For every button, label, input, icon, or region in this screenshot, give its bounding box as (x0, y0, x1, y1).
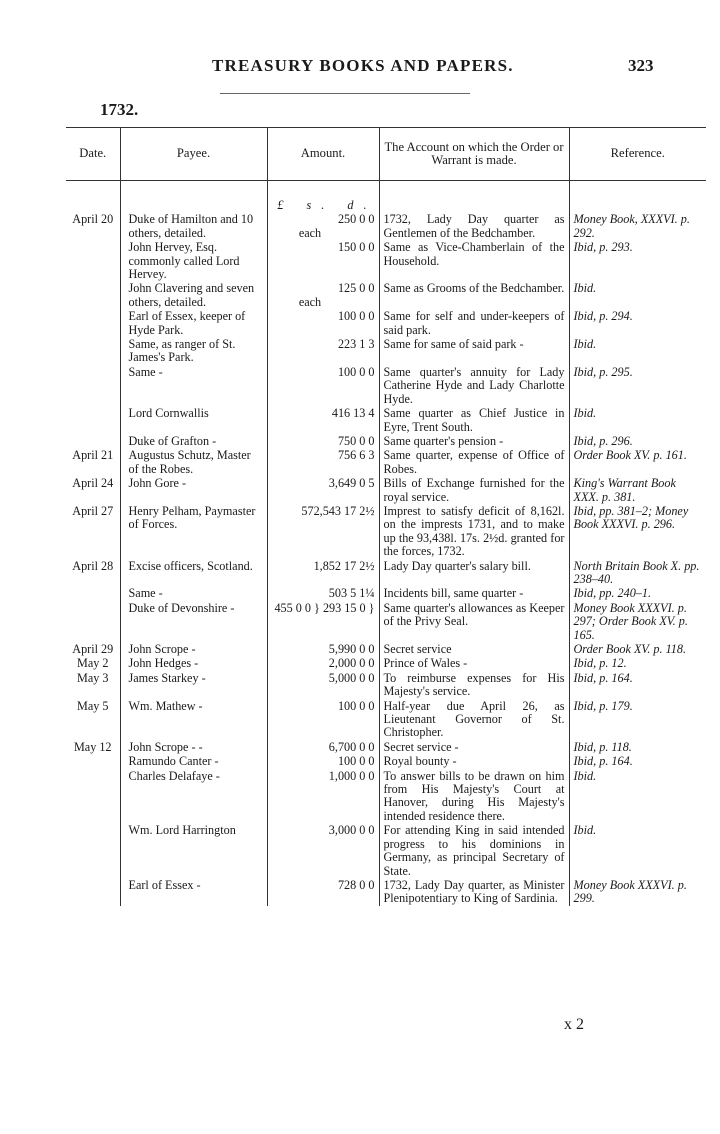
row-reference-text: Ibid, p. 118. (573, 739, 632, 754)
page-number: 323 (628, 56, 654, 75)
row-amount-text: 100 0 0 (337, 698, 375, 713)
row-amount (267, 309, 379, 337)
row-reference (569, 406, 706, 434)
row-date (66, 309, 120, 337)
currency-units: £ s. d. (267, 181, 379, 213)
row-account-text: Royal bounty - (383, 754, 457, 769)
row-payee (120, 240, 267, 281)
row-reference (569, 769, 706, 824)
table-row (66, 699, 706, 740)
row-reference-text: Order Book XV. p. 161. (573, 448, 687, 463)
column-header-payee: Payee. (120, 128, 267, 181)
row-amount (267, 240, 379, 281)
row-payee-text: Excise officers, Scotland. (128, 558, 253, 573)
row-amount (267, 878, 379, 906)
row-payee (120, 740, 267, 754)
row-payee-text: Wm. Lord Harrington (128, 823, 236, 838)
row-reference-text: Ibid, p. 294. (573, 309, 633, 324)
row-amount (267, 212, 379, 240)
row-reference (569, 504, 706, 559)
table-row (66, 281, 706, 309)
row-account (379, 586, 569, 600)
row-amount-text: 3,000 0 0 (328, 823, 375, 838)
row-reference (569, 586, 706, 600)
row-account (379, 406, 569, 434)
row-payee-text: James Starkey - (128, 670, 206, 685)
row-account-text: Bills of Exchange furnished for the royal service. (383, 476, 565, 504)
row-account-text: 1732, Lady Day quarter as Gentlemen of the Bedchamber. (383, 212, 565, 240)
row-account (379, 448, 569, 476)
row-account (379, 504, 569, 559)
table-row (66, 656, 706, 670)
row-account-text: 1732, Lady Day quarter, as Minister Plenipotentiary to King of Sardinia. (383, 877, 565, 906)
row-account-text: For attending King in said intended progress to his dominions in Germany, as principal Secretary of State. (383, 823, 565, 878)
row-reference-text: Ibid. (573, 406, 597, 421)
table-row (66, 309, 706, 337)
row-account-text: Prince of Wales - (383, 656, 468, 671)
column-header-amount: Amount. (267, 128, 379, 181)
row-date (66, 671, 120, 699)
row-date (66, 823, 120, 878)
row-date (66, 656, 120, 670)
row-amount-text: 572,543 17 2½ (301, 503, 375, 518)
row-payee (120, 699, 267, 740)
row-reference-text: King's Warrant Book XXX. p. 381. (573, 476, 676, 504)
amount-note: each (298, 225, 322, 240)
row-reference-text: Money Book XXXVI. p. 299. (573, 877, 687, 906)
row-amount-text: 2,000 0 0 (328, 656, 375, 671)
row-date (66, 601, 120, 642)
row-amount (267, 365, 379, 406)
row-reference-text: Ibid, p. 164. (573, 670, 633, 685)
row-reference-text: Ibid, pp. 240–1. (573, 586, 652, 601)
row-date-text: April 21 (72, 448, 114, 463)
row-date (66, 337, 120, 365)
row-amount-text: 250 0 0 (337, 212, 375, 227)
row-reference (569, 754, 706, 768)
row-date (66, 642, 120, 656)
row-reference (569, 365, 706, 406)
row-amount-text: 3,649 0 5 (328, 476, 375, 491)
row-payee-text: John Hervey, Esq. commonly called Lord Hervey. (128, 240, 240, 282)
row-payee-text: John Scrope - - (128, 739, 203, 754)
row-date-text: April 27 (72, 503, 114, 518)
row-date (66, 448, 120, 476)
row-reference (569, 434, 706, 448)
row-reference (569, 240, 706, 281)
row-amount-text: 150 0 0 (337, 240, 375, 255)
table-row (66, 586, 706, 600)
row-payee-text: Augustus Schutz, Master of the Robes. (128, 448, 251, 476)
row-date (66, 559, 120, 587)
row-account (379, 754, 569, 768)
row-reference (569, 337, 706, 365)
row-account-text: To answer bills to be drawn on him from His Majesty's Court at Hanover, during His Majesty's intended residence there. (383, 768, 565, 823)
row-amount (267, 406, 379, 434)
row-payee-text: John Gore - (128, 476, 187, 491)
table-row (66, 769, 706, 824)
row-date (66, 740, 120, 754)
amount-note: each (298, 294, 322, 309)
row-amount (267, 656, 379, 670)
row-date (66, 769, 120, 824)
row-amount (267, 671, 379, 699)
row-payee (120, 337, 267, 365)
row-payee-text: Same, as ranger of St. James's Park. (128, 337, 236, 365)
row-account (379, 476, 569, 504)
row-account-text: To reimburse expenses for His Majesty's service. (383, 670, 565, 699)
table-row (66, 448, 706, 476)
year-heading: 1732. (100, 100, 139, 119)
row-payee (120, 406, 267, 434)
row-account (379, 642, 569, 656)
row-date (66, 240, 120, 281)
row-date-text: April 20 (72, 212, 114, 227)
row-amount-text: 5,990 0 0 (328, 642, 375, 656)
row-amount (267, 642, 379, 656)
row-amount-text: 6,700 0 0 (328, 739, 375, 754)
table-row (66, 642, 706, 656)
row-date-text: May 12 (73, 739, 112, 754)
row-amount-text: 100 0 0 (337, 364, 375, 379)
row-account (379, 878, 569, 906)
row-reference (569, 699, 706, 740)
row-amount-text: 5,000 0 0 (328, 670, 375, 685)
table-row (66, 365, 706, 406)
row-date (66, 406, 120, 434)
row-amount-text: 728 0 0 (337, 877, 375, 892)
row-amount-text: 223 1 3 (337, 337, 375, 352)
row-amount (267, 559, 379, 587)
table-row (66, 240, 706, 281)
row-reference-text: Ibid. (573, 337, 597, 352)
row-amount (267, 448, 379, 476)
row-reference (569, 671, 706, 699)
row-account (379, 559, 569, 587)
row-account (379, 337, 569, 365)
row-date (66, 504, 120, 559)
row-reference-text: Ibid, p. 295. (573, 364, 633, 379)
page-header (0, 56, 720, 80)
table-row (66, 476, 706, 504)
row-date (66, 281, 120, 309)
table-row (66, 337, 706, 365)
running-title: TREASURY BOOKS AND PAPERS. (212, 56, 514, 75)
row-account-text: Same for self and under-keepers of said park. (383, 309, 565, 337)
row-reference (569, 476, 706, 504)
row-account (379, 434, 569, 448)
row-date-text: May 5 (77, 698, 109, 713)
row-amount-text: 1,852 17 2½ (313, 558, 375, 573)
row-account (379, 240, 569, 281)
row-account-text: Lady Day quarter's salary bill. (383, 558, 531, 573)
row-payee (120, 434, 267, 448)
row-amount-text: 455 0 0 } 293 15 0 } (274, 600, 375, 615)
row-account (379, 769, 569, 824)
row-reference (569, 212, 706, 240)
row-reference-text: Ibid, p. 296. (573, 433, 633, 448)
row-account-text: Same as Grooms of the Bedchamber. (383, 281, 565, 296)
row-payee (120, 823, 267, 878)
row-reference (569, 448, 706, 476)
row-reference-text: Order Book XV. p. 118. (573, 642, 686, 656)
row-reference-text: Ibid. (573, 823, 597, 838)
row-amount (267, 337, 379, 365)
row-account-text: Same quarter's annuity for Lady Catherine Hyde and Lady Charlotte Hyde. (383, 364, 565, 406)
row-amount-text: 100 0 0 (337, 309, 375, 324)
row-account (379, 740, 569, 754)
row-account-text: Same quarter as Chief Justice in Eyre, Trent South. (383, 406, 565, 434)
ledger-table (66, 127, 706, 906)
row-reference-text: Ibid, p. 12. (573, 656, 627, 671)
row-payee (120, 476, 267, 504)
row-payee-text: John Clavering and seven others, detailed. (128, 281, 255, 309)
row-date-text: April 29 (72, 642, 114, 656)
table-header-row (66, 128, 706, 181)
row-reference-text: Ibid, p. 164. (573, 754, 633, 769)
table-row (66, 559, 706, 587)
row-date (66, 586, 120, 600)
row-amount-text: 416 13 4 (331, 406, 375, 421)
row-account-text: Half-year due April 26, as Lieutenant Governor of St. Christopher. (383, 698, 565, 740)
signature-mark: x 2 (564, 1016, 584, 1033)
row-payee (120, 504, 267, 559)
row-reference (569, 281, 706, 309)
row-account-text: Same quarter's pension - (383, 433, 504, 448)
row-payee (120, 281, 267, 309)
table-row (66, 406, 706, 434)
row-payee (120, 559, 267, 587)
row-reference-text: North Britain Book X. pp. 238–40. (573, 558, 700, 586)
table-body (66, 181, 706, 906)
row-reference-text: Ibid, pp. 381–2; Money Book XXXVI. p. 296. (573, 503, 689, 532)
row-date (66, 365, 120, 406)
units-row (66, 181, 706, 213)
row-account (379, 212, 569, 240)
row-payee-text: Henry Pelham, Paymaster of Forces. (128, 503, 256, 532)
row-account (379, 309, 569, 337)
row-date (66, 434, 120, 448)
column-header-reference: Reference. (569, 128, 706, 181)
table-row (66, 823, 706, 878)
row-reference (569, 309, 706, 337)
table-row (66, 671, 706, 699)
row-reference (569, 740, 706, 754)
row-account (379, 601, 569, 642)
row-payee (120, 656, 267, 670)
row-payee (120, 754, 267, 768)
row-reference-text: Money Book XXXVI. p. 297; Order Book XV. p. 165. (573, 600, 688, 642)
row-payee-text: Duke of Hamilton and 10 others, detailed. (128, 212, 254, 240)
row-payee-text: Lord Cornwallis (128, 406, 209, 421)
row-reference-text: Ibid, p. 179. (573, 698, 633, 713)
row-date (66, 754, 120, 768)
row-account-text: Same for same of said park - (383, 337, 524, 352)
row-payee (120, 642, 267, 656)
row-payee-text: John Hedges - (128, 656, 199, 671)
row-payee (120, 365, 267, 406)
row-reference (569, 559, 706, 587)
row-reference (569, 823, 706, 878)
row-account (379, 699, 569, 740)
row-payee-text: Earl of Essex, keeper of Hyde Park. (128, 309, 246, 337)
column-header-date: Date. (66, 128, 120, 181)
row-reference (569, 656, 706, 670)
row-date-text: April 28 (72, 558, 114, 573)
table-row (66, 212, 706, 240)
row-payee-text: Wm. Mathew - (128, 698, 203, 713)
row-payee-text: Ramundo Canter - (128, 754, 219, 769)
row-payee (120, 212, 267, 240)
row-payee-text: Earl of Essex - (128, 877, 201, 892)
row-date (66, 476, 120, 504)
row-amount (267, 601, 379, 642)
row-date-text: May 2 (77, 656, 109, 671)
row-payee (120, 769, 267, 824)
row-reference-text: Ibid. (573, 281, 597, 296)
row-amount (267, 434, 379, 448)
row-date (66, 212, 120, 240)
row-account (379, 281, 569, 309)
table-row (66, 434, 706, 448)
row-payee (120, 309, 267, 337)
row-account (379, 656, 569, 670)
row-account-text: Same as Vice-Chamberlain of the Household. (383, 240, 565, 268)
row-amount (267, 586, 379, 600)
row-amount (267, 699, 379, 740)
column-header-account: The Account on which the Order or Warrant is made. (379, 128, 569, 181)
row-date (66, 878, 120, 906)
row-amount (267, 476, 379, 504)
row-payee-text: Same - (128, 364, 163, 379)
row-amount-text: 750 0 0 (337, 433, 375, 448)
row-date-text: May 3 (77, 670, 109, 685)
table-row (66, 740, 706, 754)
row-account (379, 365, 569, 406)
row-payee (120, 601, 267, 642)
row-date (66, 699, 120, 740)
row-account-text: Imprest to satisfy deficit of 8,162l. on the imprests 1731, and to make up the 93,438l. 17s. 2½d. granted for the forces, 1732. (383, 503, 565, 559)
row-payee-text: Duke of Grafton - (128, 433, 217, 448)
row-amount (267, 823, 379, 878)
row-account (379, 671, 569, 699)
table-row (66, 504, 706, 559)
row-amount (267, 754, 379, 768)
row-account-text: Secret service (383, 642, 452, 656)
row-account-text: Incidents bill, same quarter - (383, 586, 524, 601)
row-reference (569, 878, 706, 906)
row-reference-text: Ibid. (573, 768, 597, 783)
row-amount-text: 503 5 1¼ (328, 586, 375, 601)
row-payee (120, 586, 267, 600)
row-amount-text: 1,000 0 0 (328, 768, 375, 783)
row-payee-text: Duke of Devonshire - (128, 600, 235, 615)
table-row (66, 878, 706, 906)
row-reference (569, 642, 706, 656)
row-account (379, 823, 569, 878)
row-account-text: Same quarter, expense of Office of Robes. (383, 448, 565, 476)
row-payee-text: Same - (128, 586, 163, 601)
row-amount-text: 125 0 0 (337, 281, 375, 296)
row-amount (267, 740, 379, 754)
row-reference (569, 601, 706, 642)
row-payee-text: Charles Delafaye - (128, 768, 220, 783)
table-row (66, 601, 706, 642)
row-amount (267, 769, 379, 824)
row-amount (267, 504, 379, 559)
row-account-text: Secret service - (383, 739, 459, 754)
row-reference-text: Ibid, p. 293. (573, 240, 633, 255)
row-payee (120, 671, 267, 699)
row-payee (120, 448, 267, 476)
header-rule (220, 93, 470, 94)
table-row (66, 754, 706, 768)
row-payee-text: John Scrope - (128, 642, 196, 656)
row-date-text: April 24 (72, 476, 114, 491)
row-reference-text: Money Book, XXXVI. p. 292. (573, 212, 690, 240)
row-payee (120, 878, 267, 906)
row-account-text: Same quarter's allowances as Keeper of the Privy Seal. (383, 600, 565, 629)
row-amount (267, 281, 379, 309)
row-amount-text: 756 6 3 (337, 448, 375, 463)
row-amount-text: 100 0 0 (337, 754, 375, 769)
